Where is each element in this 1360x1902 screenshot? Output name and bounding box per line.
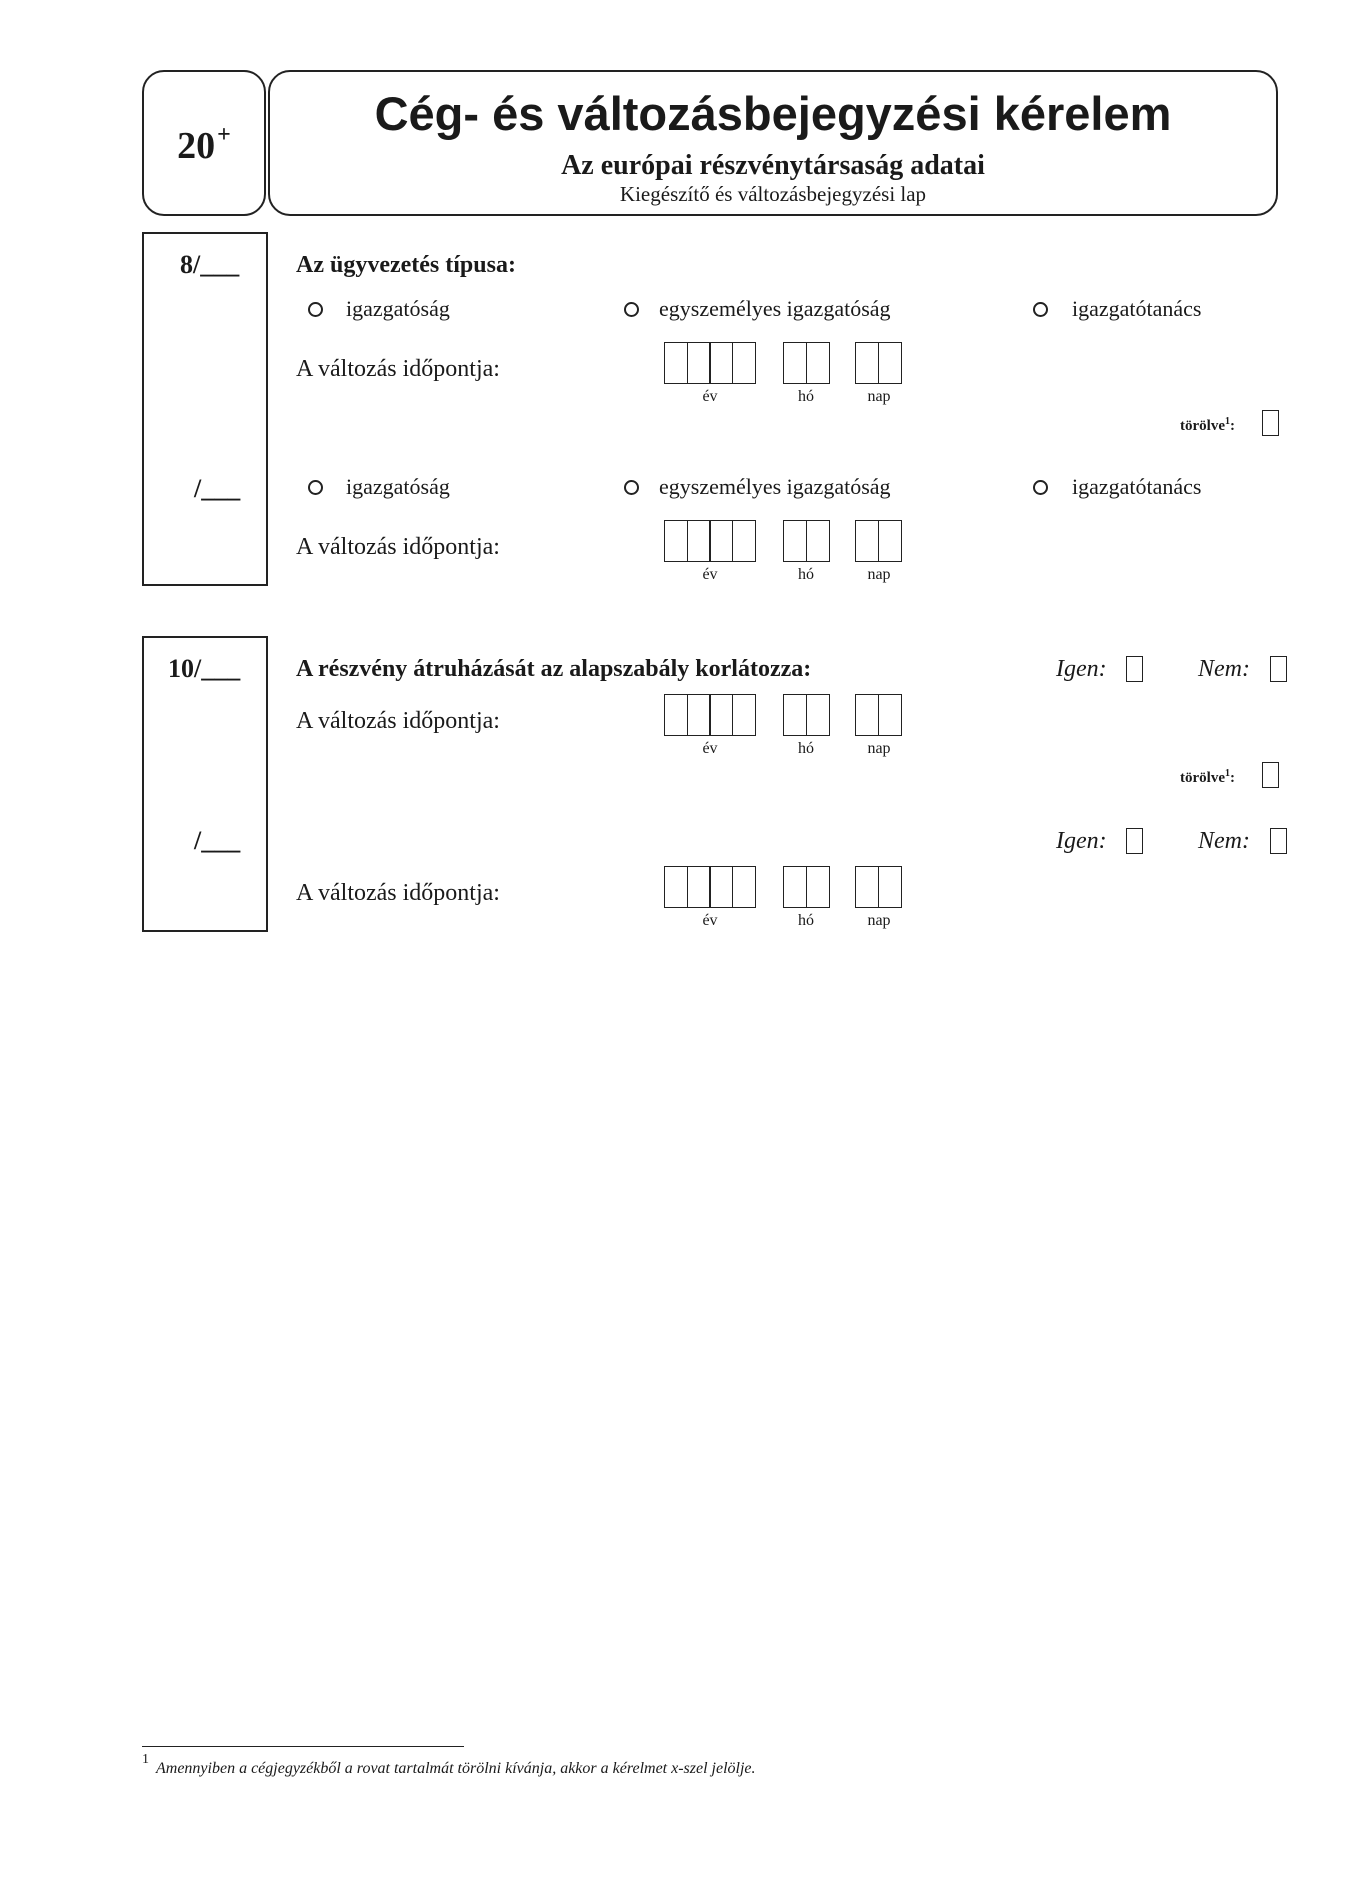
- sub-yes-checkbox[interactable]: [1126, 828, 1143, 854]
- sub-yes-label: Igen:: [1056, 828, 1107, 854]
- year-caption: év: [702, 912, 718, 929]
- footnote-ref: 1: [1224, 416, 1230, 427]
- footnote-divider: [142, 1746, 464, 1747]
- section-8-sub-number: /___: [194, 474, 241, 503]
- radio-icon[interactable]: [308, 480, 323, 495]
- footnote-ref: 1: [1224, 768, 1230, 779]
- sub-radio-option-1[interactable]: [308, 474, 450, 500]
- deleted-label: [1180, 416, 1235, 435]
- month-caption: hó: [798, 566, 814, 583]
- yes-label: Igen:: [1056, 656, 1107, 682]
- radio-icon[interactable]: [624, 302, 639, 317]
- section-8-number: 8/___: [180, 250, 240, 279]
- section-8-number-box: [142, 232, 268, 586]
- sub-change-date-label: A változás időpontja:: [296, 880, 500, 906]
- radio-label: egyszemélyes igazgatóság: [659, 296, 891, 321]
- sub-year-input[interactable]: [664, 520, 756, 562]
- deleted-label: [1180, 768, 1235, 787]
- radio-label: igazgatótanács: [1072, 296, 1202, 321]
- year-caption: év: [702, 388, 718, 405]
- page-subtitle-2: Kiegészítő és változásbejegyzési lap: [619, 182, 927, 206]
- sub-month-input[interactable]: [783, 520, 830, 562]
- deleted-text: törölve: [1180, 770, 1225, 786]
- year-caption: év: [702, 740, 718, 757]
- day-caption: nap: [867, 566, 891, 583]
- form-number-box: [142, 70, 266, 216]
- radio-icon[interactable]: [1033, 480, 1048, 495]
- title-box: [268, 70, 1278, 216]
- yes-checkbox[interactable]: [1126, 656, 1143, 682]
- form-number: [144, 122, 264, 168]
- sub-day-input[interactable]: [855, 866, 902, 908]
- year-input[interactable]: [664, 694, 756, 736]
- section-8-heading: Az ügyvezetés típusa:: [296, 252, 516, 278]
- page-subtitle: Az európai részvénytársaság adatai: [561, 150, 985, 181]
- sub-radio-option-2[interactable]: [624, 474, 891, 500]
- month-caption: hó: [798, 388, 814, 405]
- month-input[interactable]: [783, 694, 830, 736]
- no-label: Nem:: [1198, 656, 1250, 682]
- month-caption: hó: [798, 912, 814, 929]
- deleted-checkbox[interactable]: [1262, 762, 1279, 788]
- sub-radio-option-3[interactable]: [1033, 474, 1202, 500]
- year-input[interactable]: [664, 342, 756, 384]
- day-caption: nap: [867, 912, 891, 929]
- form-number-value: 20: [177, 125, 216, 167]
- month-input[interactable]: [783, 342, 830, 384]
- change-date-label: A változás időpontja:: [296, 708, 500, 734]
- radio-icon[interactable]: [308, 302, 323, 317]
- no-checkbox[interactable]: [1270, 656, 1287, 682]
- section-10-number: 10/___: [168, 654, 241, 683]
- radio-icon[interactable]: [1033, 302, 1048, 317]
- radio-icon[interactable]: [624, 480, 639, 495]
- day-input[interactable]: [855, 694, 902, 736]
- sub-no-label: Nem:: [1198, 828, 1250, 854]
- deleted-text: törölve: [1180, 418, 1225, 434]
- section-10-sub-number: /___: [194, 826, 241, 855]
- day-caption: nap: [867, 740, 891, 757]
- day-input[interactable]: [855, 342, 902, 384]
- radio-option-1[interactable]: [308, 296, 450, 322]
- year-caption: év: [702, 566, 718, 583]
- day-caption: nap: [867, 388, 891, 405]
- sub-year-input[interactable]: [664, 866, 756, 908]
- radio-label: egyszemélyes igazgatóság: [659, 474, 891, 499]
- sub-change-date-label: A változás időpontja:: [296, 534, 500, 560]
- deleted-checkbox[interactable]: [1262, 410, 1279, 436]
- deleted-colon: :: [1229, 418, 1235, 434]
- sub-day-input[interactable]: [855, 520, 902, 562]
- form-number-sup: +: [217, 122, 231, 148]
- section-10-heading: A részvény átruházását az alapszabály korlátozza:: [296, 656, 812, 682]
- deleted-colon: :: [1229, 770, 1235, 786]
- page-title: Cég- és változásbejegyzési kérelem: [374, 87, 1172, 140]
- radio-label: igazgatóság: [346, 296, 450, 321]
- radio-label: igazgatótanács: [1072, 474, 1202, 499]
- radio-option-3[interactable]: [1033, 296, 1202, 322]
- radio-label: igazgatóság: [346, 474, 450, 499]
- month-caption: hó: [798, 740, 814, 757]
- radio-option-2[interactable]: [624, 296, 891, 322]
- sub-no-checkbox[interactable]: [1270, 828, 1287, 854]
- footnote-mark: 1: [142, 1752, 149, 1767]
- footnote-text: Amennyiben a cégjegyzékből a rovat tartalmát törölni kívánja, akkor a kérelmet x-szel jelölje.: [156, 1760, 756, 1777]
- change-date-label: A változás időpontja:: [296, 356, 500, 382]
- sub-month-input[interactable]: [783, 866, 830, 908]
